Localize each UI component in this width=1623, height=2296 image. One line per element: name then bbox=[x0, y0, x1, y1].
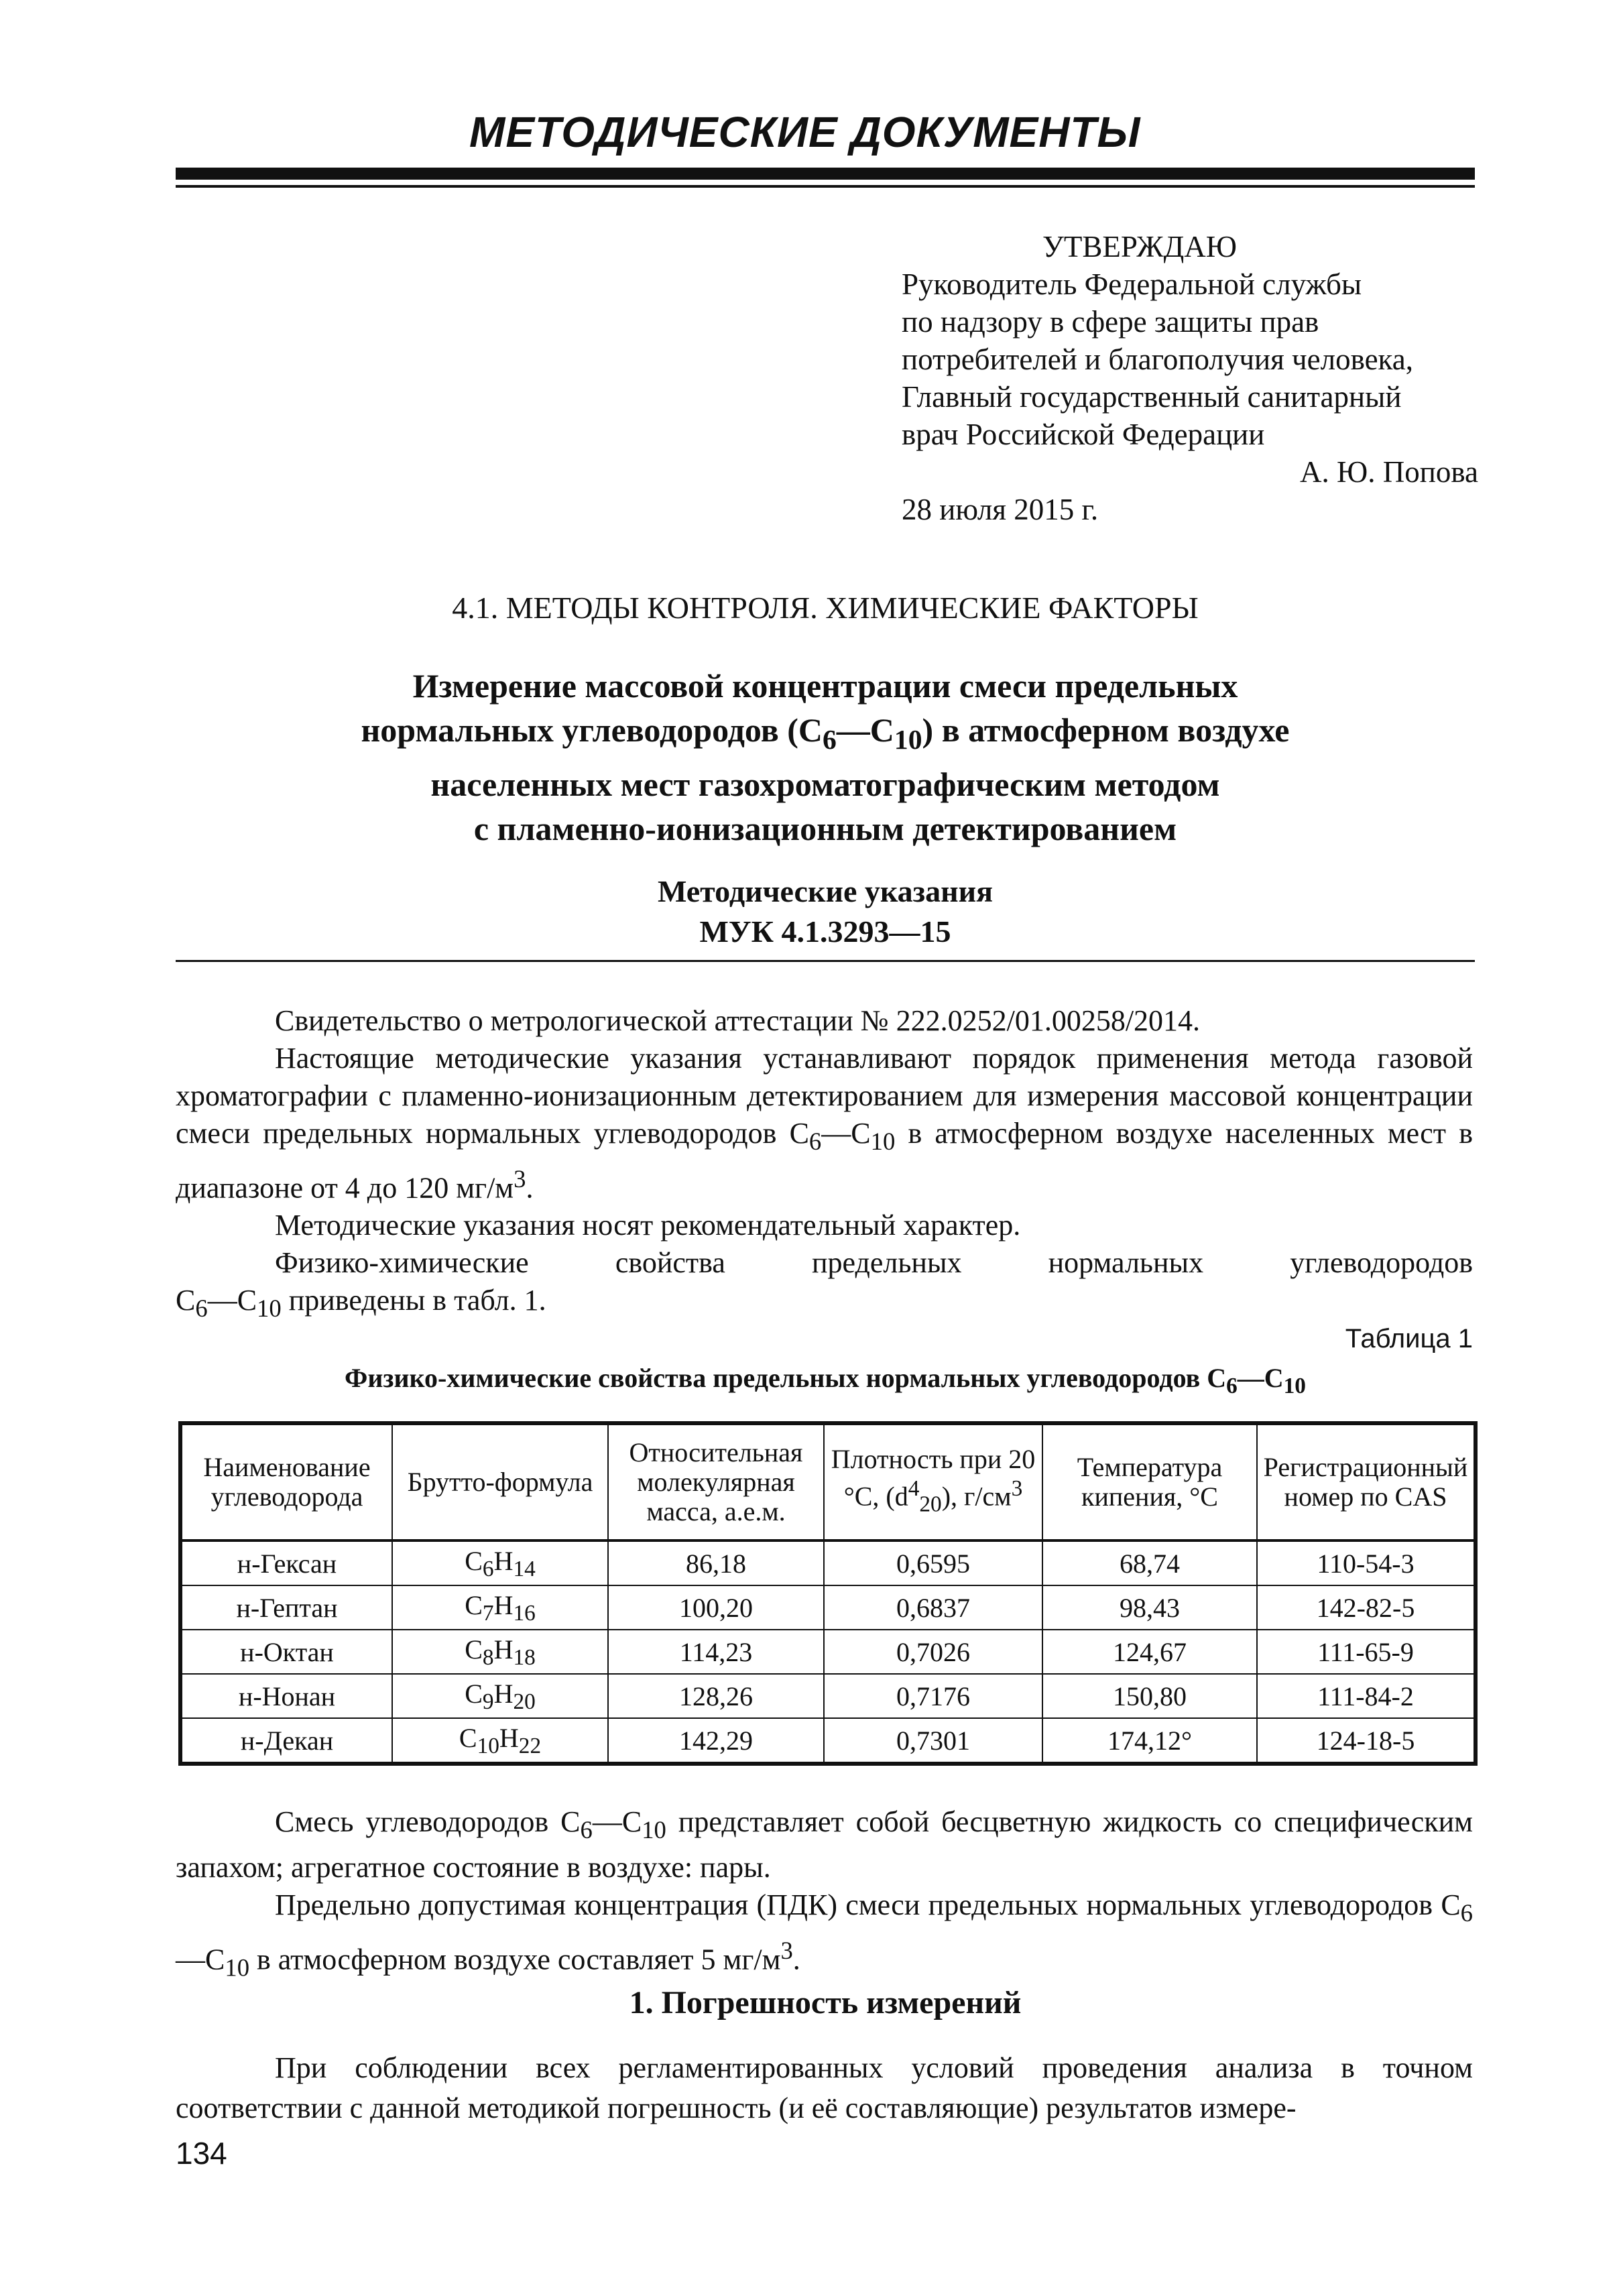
subtitle-line: Методические указания bbox=[657, 874, 994, 908]
cell-mass: 100,20 bbox=[608, 1585, 824, 1630]
document-title bbox=[176, 664, 1475, 851]
header-density: Плотность при 20 °C, $(d^4_{20})$, $г/см^3$ bbox=[824, 1423, 1042, 1540]
cell-formula: $C_8H_{18}$ bbox=[392, 1630, 608, 1674]
title-line: населенных мест газохроматографическим методом bbox=[430, 766, 1220, 803]
table-header-row bbox=[180, 1423, 1476, 1540]
approval-line: Руководитель Федеральной службы bbox=[902, 267, 1362, 301]
cell-name: н-Декан bbox=[180, 1718, 392, 1764]
cell-density: 0,7176 bbox=[824, 1674, 1042, 1718]
paragraph-properties-line1: Физико-химические свойства предельных нормальных углеводородов bbox=[275, 1246, 1473, 1280]
header-formula: Брутто-формула bbox=[392, 1423, 608, 1540]
header-mass: Относительная молекулярная масса, а.е.м. bbox=[608, 1423, 824, 1540]
table-label: Таблица 1 bbox=[1345, 1324, 1473, 1353]
paragraph-pdk: Предельно допустимая концентрация (ПДК) смеси предельных нормальных углеводородов $C_6—C_{10}$ в атмосферном воздухе составляет 5 $мг/м^3$. bbox=[176, 1888, 1473, 1982]
paragraph-certificate: Свидетельство о метрологической аттестации № 222.0252/01.00258/2014. bbox=[275, 1004, 1201, 1037]
cell-density: 0,6595 bbox=[824, 1540, 1042, 1585]
cell-boiling: 174,12° bbox=[1042, 1718, 1257, 1764]
cell-density: 0,7301 bbox=[824, 1718, 1042, 1764]
cell-cas: 142-82-5 bbox=[1257, 1585, 1476, 1630]
cell-mass: 86,18 bbox=[608, 1540, 824, 1585]
approval-line: потребителей и благополучия человека, bbox=[902, 343, 1413, 376]
approval-line: врач Российской Федерации bbox=[902, 418, 1265, 451]
cell-density: 0,6837 bbox=[824, 1585, 1042, 1630]
document-subtitle bbox=[176, 871, 1475, 952]
cell-boiling: 150,80 bbox=[1042, 1674, 1257, 1718]
approval-line: по надзору в сфере защиты прав bbox=[902, 305, 1319, 339]
table-row bbox=[180, 1630, 1476, 1674]
table-row bbox=[180, 1540, 1476, 1585]
cell-cas: 111-65-9 bbox=[1257, 1630, 1476, 1674]
category-heading: 4.1. МЕТОДЫ КОНТРОЛЯ. ХИМИЧЕСКИЕ ФАКТОРЫ bbox=[452, 591, 1199, 625]
approve-word: УТВЕРЖДАЮ bbox=[1042, 230, 1238, 263]
table-row bbox=[180, 1718, 1476, 1764]
title-line: с пламенно-ионизационным детектированием bbox=[473, 810, 1177, 847]
document-code: МУК 4.1.3293—15 bbox=[699, 914, 951, 949]
cell-formula: $C_6H_{14}$ bbox=[392, 1540, 608, 1585]
body-text bbox=[176, 1002, 1473, 1327]
page-number: 134 bbox=[176, 2136, 227, 2171]
table-row bbox=[180, 1585, 1476, 1630]
cell-name: н-Гексан bbox=[180, 1540, 392, 1585]
approval-line: Главный государственный санитарный bbox=[902, 380, 1402, 414]
properties-table bbox=[178, 1421, 1478, 1766]
cell-density: 0,7026 bbox=[824, 1630, 1042, 1674]
header-cas: Регистрационный номер по CAS bbox=[1257, 1423, 1476, 1540]
cell-formula: $C_7H_{16}$ bbox=[392, 1585, 608, 1630]
cell-mass: 142,29 bbox=[608, 1718, 824, 1764]
cell-boiling: 98,43 bbox=[1042, 1585, 1257, 1630]
cell-formula: $C_{10}H_{22}$ bbox=[392, 1718, 608, 1764]
section-heading-errors: 1. Погрешность измерений bbox=[629, 1985, 1022, 2020]
table-row bbox=[180, 1674, 1476, 1718]
header-rule-thick bbox=[176, 168, 1475, 180]
approval-signer: А. Ю. Попова bbox=[1300, 455, 1478, 489]
cell-boiling: 68,74 bbox=[1042, 1540, 1257, 1585]
section-header: МЕТОДИЧЕСКИЕ ДОКУМЕНТЫ bbox=[469, 108, 1141, 156]
cell-boiling: 124,67 bbox=[1042, 1630, 1257, 1674]
header-name: Наименование углеводорода bbox=[180, 1423, 392, 1540]
cell-cas: 124-18-5 bbox=[1257, 1718, 1476, 1764]
paragraph-accuracy: При соблюдении всех регламентированных условий проведения анализа в точном соответствии с данной методикой погрешность (и её составляющие) результатов измере- bbox=[176, 2051, 1473, 2124]
approval-block bbox=[902, 228, 1478, 528]
title-line: Измерение массовой концентрации смеси предельных bbox=[412, 667, 1238, 705]
cell-cas: 111-84-2 bbox=[1257, 1674, 1476, 1718]
cell-name: н-Октан bbox=[180, 1630, 392, 1674]
header-boiling: Температура кипения, °C bbox=[1042, 1423, 1257, 1540]
paragraph-recommendation: Методические указания носят рекомендательный характер. bbox=[275, 1209, 1021, 1242]
paragraph-mixture: Смесь углеводородов $C_6—C_{10}$ представляет собой бесцветную жидкость со специфическим запахом; агрегатное состояние в воздухе: пары. bbox=[176, 1805, 1473, 1884]
table-caption: Физико-химические свойства предельных нормальных углеводородов $C_6—C_{10}$ bbox=[345, 1363, 1306, 1398]
after-table-text bbox=[176, 1803, 1473, 1986]
approval-date: 28 июля 2015 г. bbox=[902, 493, 1099, 526]
paragraph-properties-line2: $C_6—C_{10}$ приведены в табл. 1. bbox=[176, 1284, 546, 1323]
header-rule-thin bbox=[176, 185, 1475, 188]
cell-cas: 110-54-3 bbox=[1257, 1540, 1476, 1585]
cell-name: н-Гептан bbox=[180, 1585, 392, 1630]
cell-name: н-Нонан bbox=[180, 1674, 392, 1718]
cell-mass: 128,26 bbox=[608, 1674, 824, 1718]
paragraph-scope: Настоящие методические указания устанавливают порядок применения метода газовой хроматографии с пламенно-ионизационным детектированием для измерения массовой концентрации смеси предельных нормальных углеводородов $C_6—C_{10}$ в атмосферном воздухе населенных мест в диапазоне от 4 до 120 $мг/м^3$. bbox=[176, 1042, 1473, 1205]
title-divider bbox=[176, 960, 1475, 962]
cell-formula: $C_9H_{20}$ bbox=[392, 1674, 608, 1718]
cell-mass: 114,23 bbox=[608, 1630, 824, 1674]
final-paragraph-block bbox=[176, 2048, 1473, 2128]
title-line: нормальных углеводородов $(C_6—C_{10})$ в атмосферном воздухе bbox=[361, 711, 1290, 756]
